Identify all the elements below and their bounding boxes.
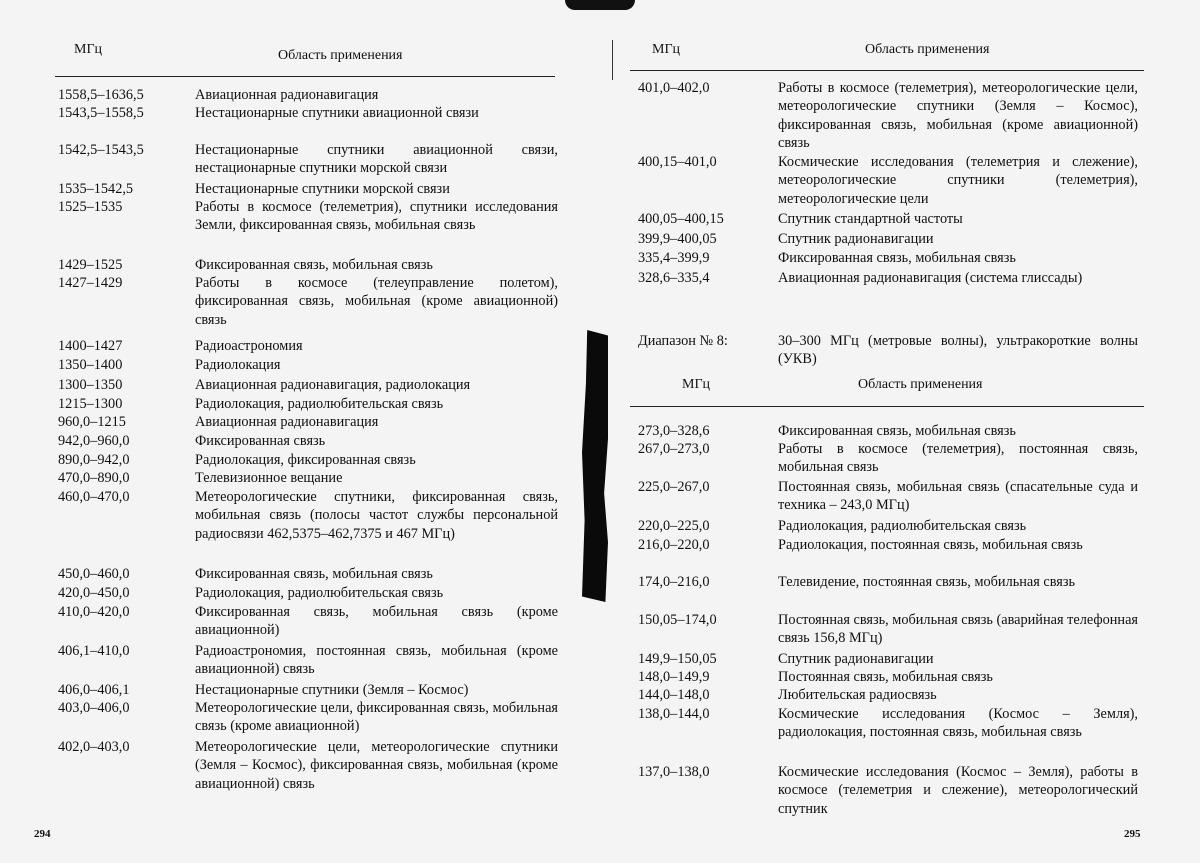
table-row: 420,0–450,0 Радиолокация, радиолюбительская связь xyxy=(58,585,444,601)
table-row: 450,0–460,0 Фиксированная связь, мобильная связь xyxy=(58,566,433,582)
table-row: 400,15–401,0 Космические исследования (телеметрия и слежение), метеорологические спутники (телеметрия), метеорологические цели xyxy=(638,154,1138,207)
header-rule xyxy=(630,70,1144,71)
table-row: 406,1–410,0 Радиоастрономия, постоянная связь, мобильная (кроме авиационной) связь xyxy=(58,643,558,678)
table-row: 1543,5–1558,5 Нестационарные спутники авиационной связи xyxy=(58,105,479,121)
band-description: 30–300 МГц (метровые волны), ультракороткие волны (УКВ) xyxy=(778,333,1138,368)
table-row: 216,0–220,0 Радиолокация, постоянная связь, мобильная связь xyxy=(638,537,1083,553)
table-row: 401,0–402,0 Работы в космосе (телеметрия), метеорологические цели, метеорологические спутники (Земля – Космос), фиксированная связь, мобильная (кроме авиационной) связь xyxy=(638,80,1138,152)
column-header-area: Область применения xyxy=(865,42,990,57)
table-row: 1350–1400 Радиолокация xyxy=(58,357,281,373)
table-row: 890,0–942,0 Радиолокация, фиксированная связь xyxy=(58,452,416,468)
table-row: 1215–1300 Радиолокация, радиолюбительская связь xyxy=(58,396,444,412)
table-row: 960,0–1215 Авиационная радионавигация xyxy=(58,414,379,430)
table-row: 403,0–406,0 Метеорологические цели, фиксированная связь, мобильная связь (кроме авиационной) xyxy=(58,700,558,735)
table-row: 1400–1427 Радиоастрономия xyxy=(58,338,303,354)
table-row: 400,05–400,15 Спутник стандартной частоты xyxy=(638,211,963,227)
table-row: 335,4–399,9 Фиксированная связь, мобильная связь xyxy=(638,250,1016,266)
page-number: 294 xyxy=(34,828,51,840)
column-header-mhz: МГц xyxy=(74,42,103,57)
column-header-area-2: Область применения xyxy=(858,377,983,392)
band-label: Диапазон № 8: xyxy=(638,333,728,349)
table-row: 460,0–470,0 Метеорологические спутники, фиксированная связь, мобильная связь (полосы частот службы персональной радиосвязи 462,5375–462,7375 и 467 МГц) xyxy=(58,489,558,542)
table-row: 1535–1542,5 Нестационарные спутники морской связи xyxy=(58,181,450,197)
table-row: 942,0–960,0 Фиксированная связь xyxy=(58,433,326,449)
table-row: 174,0–216,0 Телевидение, постоянная связь, мобильная связь xyxy=(638,574,1076,590)
table-row: 399,9–400,05 Спутник радионавигации xyxy=(638,231,934,247)
header-rule xyxy=(55,76,555,77)
table-row: 220,0–225,0 Радиолокация, радиолюбительская связь xyxy=(638,518,1027,534)
header-rule-2 xyxy=(630,406,1144,407)
table-row: 1429–1525 Фиксированная связь, мобильная связь xyxy=(58,257,433,273)
table-row: 470,0–890,0 Телевизионное вещание xyxy=(58,470,343,486)
table-row: 1542,5–1543,5 Нестационарные спутники авиационной связи, нестационарные спутники морской связи xyxy=(58,142,558,177)
table-row: 138,0–144,0 Космические исследования (Космос – Земля), радиолокация, постоянная связь, мобильная связь xyxy=(638,706,1138,741)
table-row: 149,9–150,05 Спутник радионавигации xyxy=(638,651,934,667)
table-row: 410,0–420,0 Фиксированная связь, мобильная связь (кроме авиационной) xyxy=(58,604,558,639)
table-row: 267,0–273,0 Работы в космосе (телеметрия), постоянная связь, мобильная связь xyxy=(638,441,1138,476)
table-row: 225,0–267,0 Постоянная связь, мобильная связь (спасательные суда и техника – 243,0 МГц) xyxy=(638,479,1138,514)
table-row: 406,0–406,1 Нестационарные спутники (Земля – Космос) xyxy=(58,682,469,698)
table-row: 148,0–149,9 Постоянная связь, мобильная связь xyxy=(638,669,993,685)
column-header-area: Область применения xyxy=(278,48,403,63)
table-row: 1558,5–1636,5 Авиационная радионавигация xyxy=(58,87,379,103)
table-row: 137,0–138,0 Космические исследования (Космос – Земля), работы в космосе (телеметрия и слежение), метеорологический спутник xyxy=(638,764,1138,817)
table-row: 1300–1350 Авиационная радионавигация, радиолокация xyxy=(58,377,471,393)
table-row: 402,0–403,0 Метеорологические цели, метеорологические спутники (Земля – Космос), фиксированная связь, мобильная (кроме авиационной) связь xyxy=(58,739,558,792)
band-heading xyxy=(638,332,1138,369)
column-header-mhz: МГц xyxy=(652,42,681,57)
table-row: 273,0–328,6 Фиксированная связь, мобильная связь xyxy=(638,423,1016,439)
table-row: 1427–1429 Работы в космосе (телеуправление полетом), фиксированная связь, мобильная (кроме авиационной) связь xyxy=(58,275,558,328)
table-row: 150,05–174,0 Постоянная связь, мобильная связь (аварийная телефонная связь 156,8 МГц) xyxy=(638,612,1138,647)
table-row: 144,0–148,0 Любительская радиосвязь xyxy=(638,687,937,703)
column-header-mhz-2: МГц xyxy=(682,377,711,392)
table-row: 1525–1535 Работы в космосе (телеметрия), спутники исследования Земли, фиксированная связь, мобильная связь xyxy=(58,199,558,234)
table-row: 328,6–335,4 Авиационная радионавигация (система глиссады) xyxy=(638,270,1083,286)
right-page xyxy=(600,0,1200,863)
page-number: 295 xyxy=(1124,828,1141,840)
